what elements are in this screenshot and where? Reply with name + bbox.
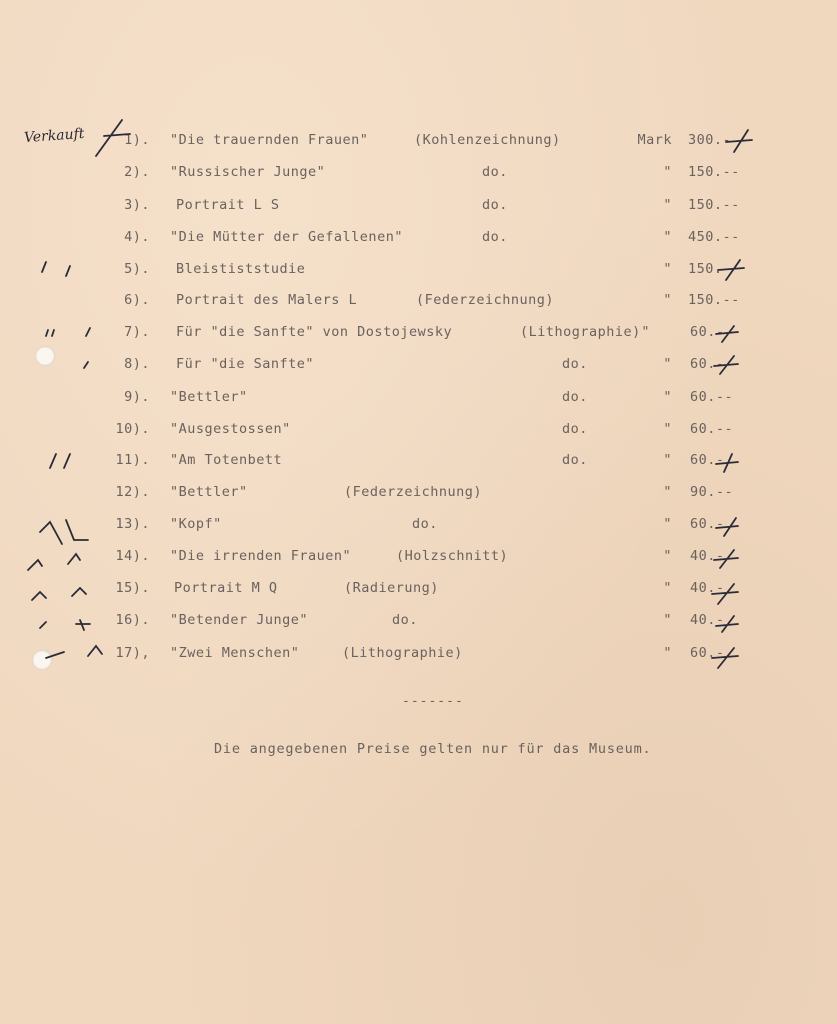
divider-line: ------- [402, 694, 464, 709]
item-number: 2). [124, 164, 150, 180]
list-item [0, 580, 837, 606]
list-item [0, 164, 837, 190]
item-price: 150.-- [688, 292, 740, 308]
item-title: "Die irrenden Frauen" [170, 548, 352, 564]
item-number: 3). [124, 197, 150, 213]
item-number: 14). [115, 548, 150, 564]
item-price: 60.- [690, 324, 725, 340]
item-price: 40.- [690, 612, 725, 628]
list-item [0, 324, 837, 350]
item-number: 4). [124, 229, 150, 245]
list-item [0, 229, 837, 255]
item-medium: (Federzeichnung) [416, 292, 555, 308]
item-title: "Die Mütter der Gefallenen" [170, 229, 403, 245]
list-item [0, 452, 837, 478]
item-title: "Am Totenbett [170, 452, 283, 468]
item-medium: (Holzschnitt) [396, 548, 509, 564]
item-price: 90.-- [690, 484, 734, 500]
item-medium: do. [412, 516, 438, 532]
item-currency: " [663, 421, 672, 437]
item-title: "Bettler" [170, 484, 248, 500]
item-medium: do. [562, 452, 588, 468]
list-item [0, 516, 837, 542]
item-currency: " [663, 612, 672, 628]
list-item [0, 389, 837, 415]
list-item [0, 421, 837, 447]
item-medium: (Kohlenzeichnung) [414, 132, 561, 148]
handwritten-note: Verkauft [23, 125, 85, 147]
item-title: "Ausgestossen" [170, 421, 291, 437]
item-currency: " [663, 452, 672, 468]
item-price: 60.- [690, 356, 725, 372]
item-price: 40.- [690, 548, 725, 564]
item-price: 150.- [688, 261, 732, 277]
item-medium: do. [562, 389, 588, 405]
item-number: 12). [115, 484, 150, 500]
item-price: 60.-- [690, 421, 734, 437]
item-currency: " [663, 292, 672, 308]
item-number: 1). [124, 132, 150, 148]
item-currency: " [663, 580, 672, 596]
item-price: 60.- [690, 516, 725, 532]
item-title: "Kopf" [170, 516, 222, 532]
item-currency: " [663, 516, 672, 532]
item-title: "Die trauernden Frauen" [170, 132, 369, 148]
item-price: 60.-- [690, 389, 734, 405]
item-number: 6). [124, 292, 150, 308]
item-currency: " [663, 645, 672, 661]
item-number: 10). [115, 421, 150, 437]
item-number: 15). [115, 580, 150, 596]
list-item [0, 261, 837, 287]
item-number: 5). [124, 261, 150, 277]
item-price: 60.- [690, 452, 725, 468]
item-number: 7). [124, 324, 150, 340]
item-price: 300.- [688, 132, 732, 148]
item-medium: do. [562, 356, 588, 372]
list-item [0, 292, 837, 318]
item-medium: do. [482, 164, 508, 180]
item-price: 150.-- [688, 164, 740, 180]
item-currency: Mark [637, 132, 672, 148]
item-medium: (Lithographie) [342, 645, 463, 661]
item-medium: do. [392, 612, 418, 628]
item-currency: " [641, 324, 650, 340]
item-currency: " [663, 164, 672, 180]
item-price: 450.-- [688, 229, 740, 245]
list-item [0, 548, 837, 574]
item-currency: " [663, 356, 672, 372]
item-medium: (Federzeichnung) [344, 484, 483, 500]
item-title: "Betender Junge" [170, 612, 309, 628]
item-title: "Zwei Menschen" [170, 645, 300, 661]
item-number: 9). [124, 389, 150, 405]
item-price: 60.- [690, 645, 725, 661]
item-number: 16). [115, 612, 150, 628]
item-currency: " [663, 261, 672, 277]
item-medium: do. [482, 229, 508, 245]
item-medium: do. [482, 197, 508, 213]
list-item [0, 356, 837, 382]
item-currency: " [663, 389, 672, 405]
list-item [0, 612, 837, 638]
item-title: "Bettler" [170, 389, 248, 405]
item-number: 8). [124, 356, 150, 372]
list-item [0, 484, 837, 510]
item-currency: " [663, 548, 672, 564]
item-price: 150.-- [688, 197, 740, 213]
item-title: Bleististstudie [176, 261, 306, 277]
item-title: Portrait L S [176, 197, 280, 213]
item-currency: " [663, 197, 672, 213]
item-medium: (Lithographie) [520, 324, 641, 340]
item-price: 40.- [690, 580, 725, 596]
list-item [0, 645, 837, 671]
list-item [0, 132, 837, 158]
item-number: 13). [115, 516, 150, 532]
item-currency: " [663, 484, 672, 500]
item-medium: (Radierung) [344, 580, 439, 596]
footer-note: Die angegebenen Preise gelten nur für das Museum. [214, 741, 652, 757]
item-title: "Russischer Junge" [170, 164, 326, 180]
item-title: Für "die Sanfte" von Dostojewsky [176, 324, 453, 340]
item-title: Portrait des Malers L [176, 292, 358, 308]
item-title: Portrait M Q [174, 580, 278, 596]
item-medium: do. [562, 421, 588, 437]
item-number: 17), [115, 645, 150, 661]
item-number: 11). [115, 452, 150, 468]
item-title: Für "die Sanfte" [176, 356, 315, 372]
list-item [0, 197, 837, 223]
item-currency: " [663, 229, 672, 245]
